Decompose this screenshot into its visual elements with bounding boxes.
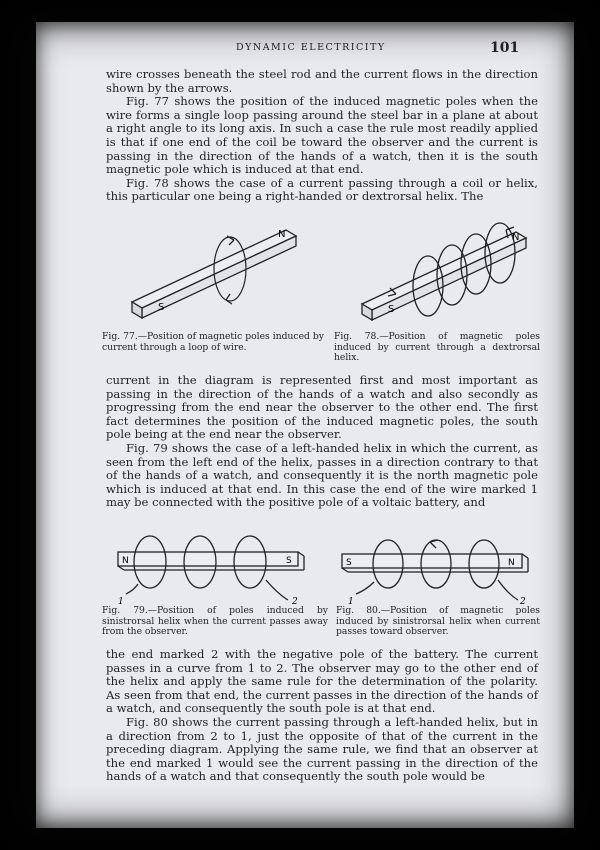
fig80-end-2: 2 <box>520 597 526 607</box>
figure-77-drawing <box>126 222 306 327</box>
text-block-middle <box>106 374 538 510</box>
fig80-end-1: 1 <box>348 597 354 607</box>
paragraph-6: the end marked 2 with the negative pole of the battery. The current passes in a curve from 1 to 2. The observer may go to the other end of the helix and apply the same rule for the determination of the polarity. As seen from that end, the current passes in the direction of the hands of a watch, and consequently the south pole is at that end. <box>106 647 538 716</box>
fig78-s-label: S <box>388 304 395 315</box>
caption-fig-80: Fig. 80.—Position of magnetic poles induced by sinistrorsal helix when current passes toward observer. <box>336 605 540 637</box>
paragraph-4: current in the diagram is represented first and most important as passing in the direction of the hands of a watch and also secondly as progressing from the end near the observer to the other end. The first fact determines the position of the induced magnetic poles, the south pole being at the end near the observer. <box>106 373 538 442</box>
fig79-end-1: 1 <box>118 597 124 607</box>
text-block-bottom <box>106 648 538 784</box>
figure-78 <box>356 222 536 336</box>
book-page <box>36 22 574 828</box>
paragraph-3: Fig. 78 shows the case of a current passing through a coil or helix, this particular one being a right-handed or dextrorsal helix. The <box>106 175 538 204</box>
caption-fig-78: Fig. 78.—Position of magnetic poles induced by current through a dextrorsal helix. <box>334 331 540 363</box>
fig77-s-label: S <box>158 302 165 313</box>
page-header <box>36 40 574 60</box>
paragraph-2: Fig. 77 shows the position of the induced magnetic poles when the wire forms a single loop passing around the steel bar in a plane at about a right angle to its long axis. In such a case the rule most readily applied is that if one end of the coil be toward the observer and the current is passing in the direction of the hands of a watch, then it is the south magnetic pole which is induced at that end. <box>106 94 538 177</box>
figure-80-drawing <box>336 532 536 612</box>
fig77-n-label: N <box>278 229 286 240</box>
figure-79-drawing <box>108 532 308 612</box>
paragraph-1: wire crosses beneath the steel rod and the current flows in the direction shown by the arrows. <box>106 67 538 95</box>
figure-79 <box>108 532 308 616</box>
figure-78-drawing <box>356 222 536 332</box>
fig79-left-pole: N <box>122 556 129 566</box>
fig80-left-pole: S <box>346 558 352 568</box>
running-title: DYNAMIC ELECTRICITY <box>236 42 386 53</box>
text-block-top <box>106 68 538 204</box>
page-number: 101 <box>490 40 520 56</box>
figure-77 <box>126 222 306 331</box>
caption-fig-77: Fig. 77.—Position of magnetic poles induced by current through a loop of wire. <box>102 331 324 353</box>
fig79-right-pole: S <box>286 556 292 566</box>
figure-80 <box>336 532 536 616</box>
fig80-right-pole: N <box>508 558 515 568</box>
paragraph-5: Fig. 79 shows the case of a left-handed helix in which the current, as seen from the left end of the helix, passes in a direction contrary to that of the hands of a watch, and consequently it is the north magnetic pole which is induced at that end. In this case the end of the wire marked 1 may be connected with the positive pole of a voltaic battery, and <box>106 440 538 510</box>
paragraph-7: Fig. 80 shows the current passing through a left-handed helix, but in a direction from 2 to 1, just the opposite of that of the current in the preceding diagram. Applying the same rule, we find that an observer at the end marked 1 would see the current passing in the direction of the hands of a watch and that consequently the south pole would be <box>106 714 538 784</box>
fig79-end-2: 2 <box>292 597 298 607</box>
caption-fig-79: Fig. 79.—Position of poles induced by sinistrorsal helix when the current passes away from the observer. <box>102 605 328 637</box>
fig78-n-label: N <box>512 232 520 243</box>
